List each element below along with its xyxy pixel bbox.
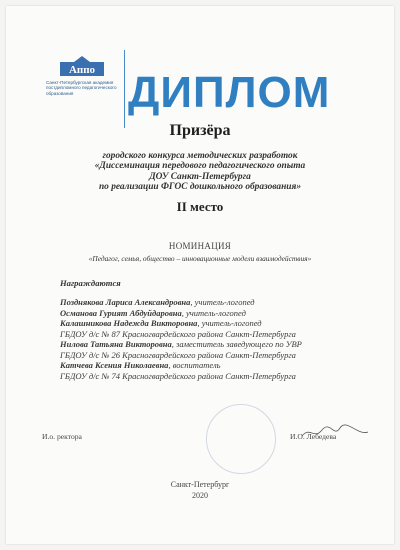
recipient-line: Османова Гурият Абдуйдаровна, учитель-логопед	[60, 307, 246, 318]
place-label: II место	[176, 199, 224, 214]
prize-heading: Призёра	[169, 122, 231, 139]
contest-description	[0, 151, 400, 193]
contest-line: ДОУ Санкт-Петербурга	[149, 171, 251, 182]
city-label: Санкт-Петербург	[170, 480, 230, 489]
signature-right-name: И.О. Лебедева	[290, 432, 337, 441]
contest-line: городского конкурса методических разработок	[102, 151, 298, 161]
recipient-line: Позднякова Лариса Александровна, учитель-логопед	[60, 297, 255, 307]
diploma-title: ДИПЛОМ	[128, 68, 331, 117]
recipient-line: Калашникова Надежда Викторовна, учитель-логопед	[60, 318, 262, 328]
recipient-line: ГБДОУ д/с № 74 Красногвардейского района Санкт-Петербурга	[60, 370, 296, 381]
recipients-list	[60, 297, 360, 381]
nomination-text: «Педагог, семья, общество – инновационные модели взаимодействия»	[88, 254, 312, 263]
awarded-label: Награждаются	[60, 278, 121, 288]
year-label: 2020	[192, 491, 208, 500]
logo-org-text: Санкт-Петербургская академия постдипломного педагогического образования	[46, 80, 117, 96]
contest-line: «Диссеминация передового педагогического опыта	[94, 161, 306, 172]
nomination-label: НОМИНАЦИЯ	[168, 241, 232, 251]
official-stamp	[206, 404, 276, 474]
signature-left-title: И.о. ректора	[42, 432, 82, 441]
academy-logo	[46, 56, 122, 112]
recipient-line: Катчева Ксения Николаевна, воспитатель	[60, 360, 221, 370]
contest-line: по реализации ФГОС дошкольного образования»	[98, 182, 302, 193]
appo-logo-icon	[60, 56, 104, 76]
recipient-line: ГБДОУ д/с № 87 Красногвардейского района Санкт-Петербурга	[60, 328, 296, 339]
svg-text:Аппо: Аппо	[68, 64, 96, 76]
title-divider	[124, 50, 125, 128]
recipient-line: ГБДОУ д/с № 26 Красногвардейского района Санкт-Петербурга	[60, 349, 296, 360]
recipient-line: Нилова Татьяна Викторовна, заместитель заведующего по УВР	[60, 339, 302, 349]
